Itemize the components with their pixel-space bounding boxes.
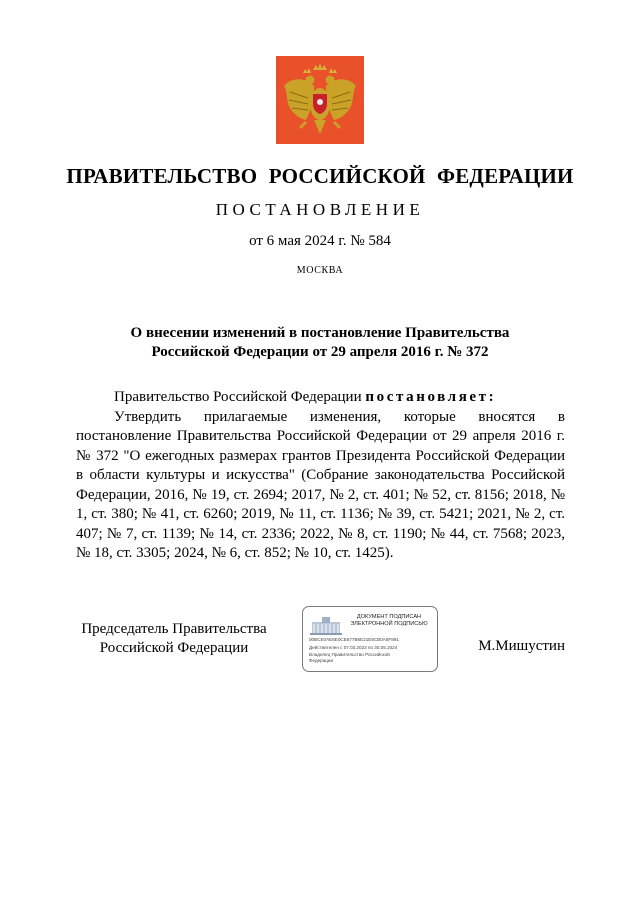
document-type: ПОСТАНОВЛЕНИЕ bbox=[215, 200, 425, 219]
stamp-title-line-2: ЭЛЕКТРОННОЙ ПОДПИСЬЮ bbox=[350, 621, 428, 627]
body-intro-text: Правительство Российской Федерации bbox=[114, 389, 366, 405]
body-paragraph: Утвердить прилагаемые изменения, которые вносятся в постановление Правительства Российской Федерации от 29 апреля 2016 г. № 372 "О ежегодных размерах грантов Президента Российской Федерации в области культуры и искусства" (Собрание законодательства Российской Федерации, 2016, № 19, ст. 2694; 2017, № 2, ст. 401; № 52, ст. 8156; 2018, № 1, ст. 380; № 41, ст. 6260; 2019, № 11, ст. 1136; № 39, ст. 5421; 2021, № 2, ст. 407; № 7, ст. 1139; № 14, ст. 2336; 2022, № 8, ст. 1190; № 44, ст. 7568; 2023, № 18, ст. 3305; 2024, № 6, ст. 852; № 10, ст. 1425). bbox=[76, 408, 565, 561]
stamp-owner-line-1: Владелец Правительство Российской bbox=[309, 652, 390, 657]
government-title: ПРАВИТЕЛЬСТВО РОССИЙСКОЙ ФЕДЕРАЦИИ bbox=[66, 164, 574, 188]
stamp-owner-line-2: Федерации bbox=[309, 658, 334, 663]
signatory-position-line-1: Председатель Правительства bbox=[81, 621, 267, 637]
document-body bbox=[76, 388, 565, 564]
body-intro bbox=[76, 388, 565, 408]
stamp-serial: 00BCE0AE6E0CE677B6E21E6CB0A8F891 bbox=[309, 637, 399, 642]
body-decrees: постановляет: bbox=[365, 389, 497, 405]
signatory-name: М.Мишустин bbox=[478, 638, 565, 654]
stamp-title-line-1: ДОКУМЕНТ ПОДПИСАН bbox=[356, 614, 422, 620]
signatory-position bbox=[76, 620, 272, 658]
signatory-position-line-2: Российской Федерации bbox=[99, 640, 249, 656]
stamp-validity: Действителен с 07.03.2023 по 30.05.2024 bbox=[309, 645, 398, 650]
government-building-icon bbox=[310, 614, 342, 636]
subject-line-1: О внесении изменений в постановление Правительства bbox=[130, 325, 510, 341]
electronic-signature-stamp bbox=[302, 606, 438, 672]
document-date-number: от 6 мая 2024 г. № 584 bbox=[249, 233, 391, 249]
document-subject bbox=[0, 324, 640, 362]
stamp-title bbox=[343, 614, 435, 628]
subject-line-2: Российской Федерации от 29 апреля 2016 г. № 372 bbox=[151, 344, 489, 360]
state-emblem-icon bbox=[276, 56, 364, 144]
document-city: МОСКВА bbox=[296, 265, 344, 276]
